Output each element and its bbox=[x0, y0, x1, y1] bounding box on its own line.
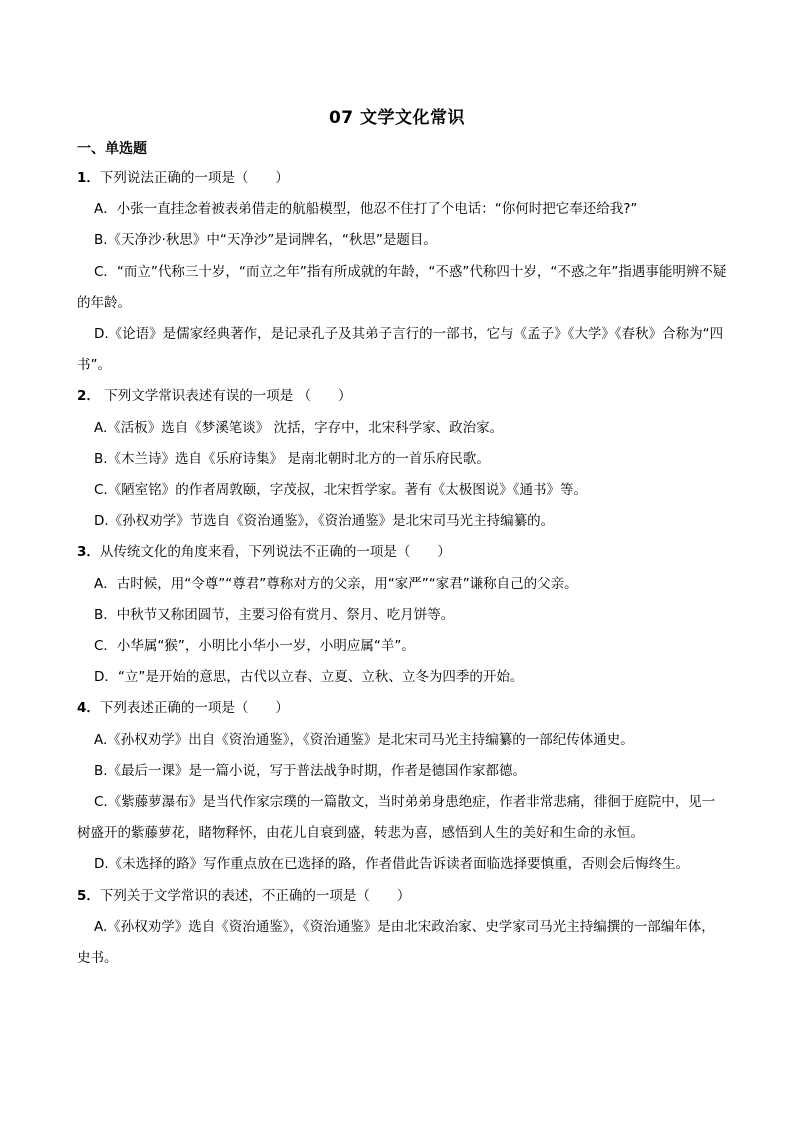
question-4 bbox=[77, 693, 727, 880]
question-stem bbox=[77, 693, 727, 724]
section-heading: 一、单选题 bbox=[77, 141, 147, 157]
option-b: B.《木兰诗》选自《乐府诗集》 是南北朝时北方的一首乐府民歌。 bbox=[94, 450, 490, 467]
question-number: 2． bbox=[77, 388, 100, 405]
question-stem bbox=[77, 537, 727, 568]
question-list bbox=[77, 163, 727, 974]
option-a: A．小张一直挂念着被表弟借走的航船模型，他忍不住打了个电话：“你何时把它奉还给我?” bbox=[94, 201, 638, 218]
option-c: C．小华属“猴”，小明比小华小一岁，小明应属“羊”。 bbox=[94, 638, 415, 655]
question-text: 从传统文化的角度来看，下列说法不正确的一项是（ ） bbox=[99, 544, 451, 561]
option-d: D.《论语》是儒家经典著作，是记录孔子及其弟子言行的一部书，它与《孟子》《大学》《春秋》合称为“四书”。 bbox=[77, 326, 724, 374]
option-a: A.《活板》选自《梦溪笔谈》 沈括，字存中，北宋科学家、政治家。 bbox=[94, 419, 504, 436]
option-d: D.《未选择的路》写作重点放在已选择的路，作者借此告诉读者面临选择要慎重，否则会后悔终生。 bbox=[94, 856, 690, 873]
question-2 bbox=[77, 381, 727, 537]
question-text: 下列说法正确的一项是（ ） bbox=[99, 170, 289, 186]
question-text: 下列文学常识表述有误的一项是 （ ） bbox=[99, 388, 352, 405]
question-text: 下列表述正确的一项是（ ） bbox=[99, 700, 289, 717]
option-d: D．“立”是开始的意思，古代以立春、立夏、立秋、立冬为四季的开始。 bbox=[94, 669, 524, 686]
option-a: A.《孙权劝学》出自《资治通鉴》，《资治通鉴》是北宋司马光主持编纂的一部纪传体通史。 bbox=[94, 731, 634, 748]
question-1 bbox=[77, 163, 727, 381]
question-number: 1． bbox=[77, 170, 100, 186]
document-title: 07 文学文化常识 bbox=[328, 108, 466, 128]
option-a: A.《孙权劝学》选自《资治通鉴》，《资治通鉴》是由北宋政治家、史学家司马光主持编撰的一部编年体，史书。 bbox=[77, 918, 715, 967]
question-3 bbox=[77, 537, 727, 693]
option-c: C．“而立”代称三十岁，“而立之年”指有所成就的年龄，“不惑”代称四十岁，“不惑之年”指遇事能明辨不疑的年龄。 bbox=[77, 263, 727, 311]
option-b: B.《最后一课》是一篇小说，写于普法战争时期，作者是德国作家都德。 bbox=[94, 762, 527, 779]
option-d: D.《孙权劝学》节选自《资治通鉴》，《资治通鉴》是北宋司马光主持编纂的。 bbox=[94, 513, 555, 530]
option-a: A．古时候，用“令尊”“尊君”尊称对方的父亲，用“家严”“家君”谦称自己的父亲。 bbox=[94, 575, 578, 592]
option-b: B．中秋节又称团圆节，主要习俗有赏月、祭月、吃月饼等。 bbox=[94, 606, 455, 623]
question-stem bbox=[77, 163, 727, 194]
question-number: 3． bbox=[77, 544, 100, 561]
option-b: B.《天净沙·秋思》中“天净沙”是词牌名，“秋思”是题目。 bbox=[94, 232, 437, 249]
question-stem bbox=[77, 881, 727, 912]
option-c: C.《陋室铭》的作者周敦颐，字茂叔，北宋哲学家。著有《太极图说》《通书》等。 bbox=[94, 482, 587, 499]
question-number: 4． bbox=[77, 700, 100, 717]
question-5 bbox=[77, 881, 727, 975]
question-stem bbox=[77, 381, 727, 412]
question-number: 5． bbox=[77, 887, 100, 904]
option-c: C.《紫藤萝瀑布》是当代作家宗璞的一篇散文，当时弟弟身患绝症，作者非常悲痛，徘徊于庭院中，见一树盛开的紫藤萝花，睹物释怀，由花儿自衰到盛，转悲为喜，感悟到人生的美好和生命的永恒。 bbox=[77, 794, 716, 842]
question-text: 下列关于文学常识的表述，不正确的一项是（ ） bbox=[99, 887, 411, 904]
